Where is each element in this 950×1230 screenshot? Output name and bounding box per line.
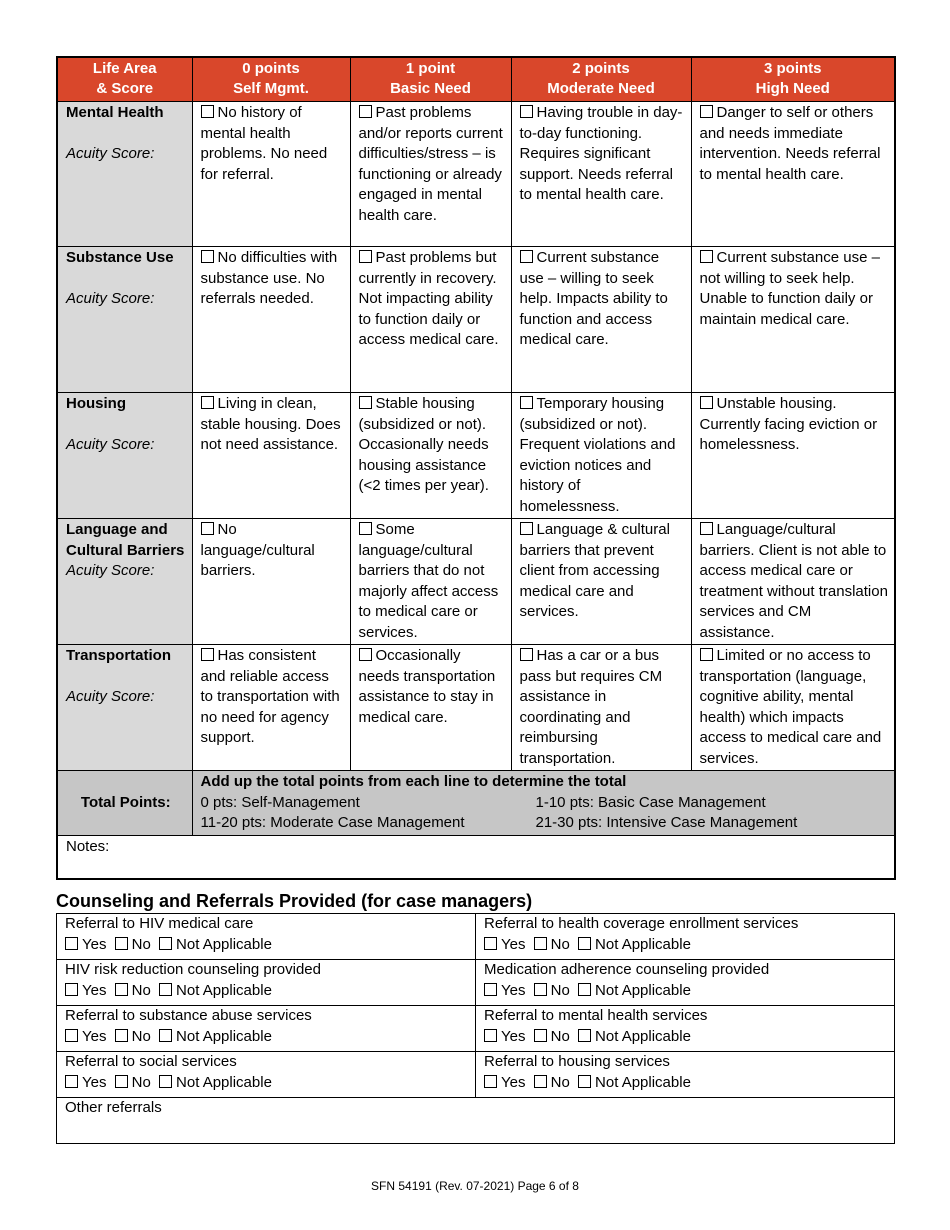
referral-label: Medication adherence counseling provided — [484, 961, 770, 978]
level-1-cell: Past problems and/or reports current difficulties/stress – is functioning or already engaged in mental health care. — [350, 102, 511, 247]
referral-item — [476, 1052, 895, 1098]
level-checkbox[interactable] — [700, 396, 713, 409]
referral-label: Referral to substance abuse services — [65, 1007, 312, 1024]
total-points-label: Total Points: — [57, 771, 192, 836]
referral-item — [57, 1052, 476, 1098]
referral-row — [57, 1006, 895, 1052]
level-1-cell: Past problems but currently in recovery. Not impacting ability to function daily or access medical care. — [350, 247, 511, 393]
level-checkbox[interactable] — [201, 396, 214, 409]
level-checkbox[interactable] — [359, 648, 372, 661]
no-label: No — [550, 981, 570, 999]
level-checkbox[interactable] — [201, 522, 214, 535]
level-2-cell: Temporary housing (subsidized or not). Frequent violations and eviction notices and history of homelessness. — [511, 393, 691, 519]
level-checkbox[interactable] — [520, 396, 533, 409]
header-3-points: 3 points High Need — [691, 57, 895, 102]
referral-item — [476, 1006, 895, 1052]
life-area-cell — [57, 645, 192, 771]
level-checkbox[interactable] — [201, 105, 214, 118]
no-label: No — [131, 935, 151, 953]
row-substance-use — [57, 247, 895, 393]
level-checkbox[interactable] — [520, 105, 533, 118]
acuity-score-label: Acuity Score: — [66, 436, 155, 453]
range-basic: 1-10 pts: Basic Case Management — [535, 793, 766, 811]
life-area-name: Language and Cultural Barriers — [66, 521, 185, 559]
not-applicable-label: Not Applicable — [176, 1027, 272, 1045]
level-0-cell: No history of mental health problems. No need for referral. — [192, 102, 350, 247]
level-checkbox[interactable] — [520, 522, 533, 535]
level-checkbox[interactable] — [359, 105, 372, 118]
yes-label: Yes — [82, 935, 107, 953]
no-label: No — [550, 935, 570, 953]
level-checkbox[interactable] — [520, 648, 533, 661]
level-checkbox[interactable] — [700, 105, 713, 118]
yes-label: Yes — [82, 981, 107, 999]
no-checkbox[interactable] — [534, 983, 547, 996]
level-checkbox[interactable] — [700, 250, 713, 263]
not-applicable-checkbox[interactable] — [578, 983, 591, 996]
acuity-score-label: Acuity Score: — [66, 145, 155, 162]
yes-checkbox[interactable] — [484, 937, 497, 950]
life-area-cell — [57, 247, 192, 393]
yes-label: Yes — [501, 1073, 526, 1091]
life-area-cell — [57, 102, 192, 247]
referral-label: Referral to health coverage enrollment services — [484, 915, 799, 932]
notes-row — [57, 835, 895, 879]
referral-label: Referral to mental health services — [484, 1007, 708, 1024]
life-area-name: Mental Health — [66, 104, 164, 121]
no-checkbox[interactable] — [534, 1075, 547, 1088]
life-area-cell — [57, 393, 192, 519]
level-2-cell: Having trouble in day-to-day functioning. Requires significant support. Needs referral to mental health care. — [511, 102, 691, 247]
level-3-cell: Language/cultural barriers. Client is not able to access medical care or treatment without translation services and CM assistance. — [691, 519, 895, 645]
referral-label: Referral to HIV medical care — [65, 915, 254, 932]
no-label: No — [550, 1073, 570, 1091]
yes-checkbox[interactable] — [484, 1075, 497, 1088]
level-0-cell: Has consistent and reliable access to transportation with no need for agency support. — [192, 645, 350, 771]
not-applicable-checkbox[interactable] — [159, 983, 172, 996]
not-applicable-label: Not Applicable — [595, 981, 691, 999]
yes-checkbox[interactable] — [65, 1029, 78, 1042]
level-0-cell: No difficulties with substance use. No referrals needed. — [192, 247, 350, 393]
not-applicable-label: Not Applicable — [595, 1027, 691, 1045]
no-checkbox[interactable] — [115, 937, 128, 950]
referral-item — [57, 1006, 476, 1052]
no-checkbox[interactable] — [115, 983, 128, 996]
no-label: No — [550, 1027, 570, 1045]
level-checkbox[interactable] — [201, 250, 214, 263]
not-applicable-label: Not Applicable — [595, 935, 691, 953]
level-1-cell: Stable housing (subsidized or not). Occasionally needs housing assistance (<2 times per year). — [350, 393, 511, 519]
no-checkbox[interactable] — [115, 1029, 128, 1042]
level-2-cell: Current substance use – willing to seek help. Impacts ability to function and access medical care. — [511, 247, 691, 393]
total-ranges — [201, 793, 889, 834]
not-applicable-checkbox[interactable] — [578, 1029, 591, 1042]
level-checkbox[interactable] — [359, 396, 372, 409]
referral-row — [57, 1052, 895, 1098]
level-checkbox[interactable] — [700, 522, 713, 535]
other-referrals-field[interactable] — [57, 1098, 895, 1144]
referrals-table — [56, 913, 895, 1144]
page-footer: SFN 54191 (Rev. 07-2021) Page 6 of 8 — [371, 1179, 579, 1193]
yes-label: Yes — [82, 1073, 107, 1091]
other-referrals-label: Other referrals — [65, 1099, 162, 1116]
no-checkbox[interactable] — [534, 937, 547, 950]
level-1-cell: Occasionally needs transportation assistance to stay in medical care. — [350, 645, 511, 771]
total-points-instruction: Add up the total points from each line to determine the total — [200, 773, 627, 790]
no-label: No — [131, 1073, 151, 1091]
not-applicable-label: Not Applicable — [176, 935, 272, 953]
level-3-cell: Current substance use – not willing to seek help. Unable to function daily or maintain medical care. — [691, 247, 895, 393]
notes-field[interactable] — [57, 835, 895, 879]
range-self-management: 0 pts: Self-Management — [200, 793, 360, 811]
acuity-score-label: Acuity Score: — [66, 290, 155, 307]
referral-item — [476, 914, 895, 960]
level-3-cell: Unstable housing. Currently facing eviction or homelessness. — [691, 393, 895, 519]
no-label: No — [131, 981, 151, 999]
level-checkbox[interactable] — [700, 648, 713, 661]
level-3-cell: Limited or no access to transportation (language, cognitive ability, mental health) which impacts access to medical care and services. — [691, 645, 895, 771]
no-checkbox[interactable] — [115, 1075, 128, 1088]
yes-checkbox[interactable] — [484, 983, 497, 996]
referral-row — [57, 960, 895, 1006]
not-applicable-checkbox[interactable] — [159, 1075, 172, 1088]
not-applicable-label: Not Applicable — [176, 1073, 272, 1091]
referral-row — [57, 914, 895, 960]
yes-label: Yes — [501, 981, 526, 999]
level-3-cell: Danger to self or others and needs immediate intervention. Needs referral to mental health care. — [691, 102, 895, 247]
notes-label: Notes: — [66, 837, 110, 855]
acuity-score-label: Acuity Score: — [66, 562, 155, 579]
row-housing — [57, 393, 895, 519]
life-area-name: Substance Use — [66, 249, 174, 266]
referral-item — [476, 960, 895, 1006]
not-applicable-checkbox[interactable] — [578, 1075, 591, 1088]
row-language-cultural — [57, 519, 895, 645]
range-moderate: 11-20 pts: Moderate Case Management — [200, 814, 465, 831]
yes-checkbox[interactable] — [65, 1075, 78, 1088]
header-life-area: Life Area & Score — [57, 57, 192, 102]
yes-checkbox[interactable] — [484, 1029, 497, 1042]
level-2-cell: Has a car or a bus pass but requires CM assistance in coordinating and reimbursing transportation. — [511, 645, 691, 771]
level-checkbox[interactable] — [520, 250, 533, 263]
yes-label: Yes — [501, 1027, 526, 1045]
yes-checkbox[interactable] — [65, 937, 78, 950]
level-checkbox[interactable] — [359, 250, 372, 263]
level-checkbox[interactable] — [359, 522, 372, 535]
acuity-table — [56, 56, 896, 880]
referrals-title: Counseling and Referrals Provided (for case managers) — [56, 891, 533, 911]
level-0-cell: No language/cultural barriers. — [192, 519, 350, 645]
row-mental-health — [57, 102, 895, 247]
life-area-name: Housing — [66, 395, 126, 412]
referral-item — [57, 914, 476, 960]
header-1-point: 1 point Basic Need — [350, 57, 511, 102]
total-points-info — [192, 771, 895, 836]
header-0-points: 0 points Self Mgmt. — [192, 57, 350, 102]
not-applicable-label: Not Applicable — [595, 1073, 691, 1091]
not-applicable-checkbox[interactable] — [159, 937, 172, 950]
level-0-cell: Living in clean, stable housing. Does not need assistance. — [192, 393, 350, 519]
level-1-cell: Some language/cultural barriers that do not majorly affect access to medical care or services. — [350, 519, 511, 645]
header-2-points: 2 points Moderate Need — [511, 57, 691, 102]
not-applicable-label: Not Applicable — [176, 981, 272, 999]
life-area-name: Transportation — [66, 647, 172, 664]
life-area-cell — [57, 519, 192, 645]
not-applicable-checkbox[interactable] — [159, 1029, 172, 1042]
not-applicable-checkbox[interactable] — [578, 937, 591, 950]
level-2-cell: Language & cultural barriers that prevent client from accessing medical care and services. — [511, 519, 691, 645]
no-checkbox[interactable] — [534, 1029, 547, 1042]
row-transportation — [57, 645, 895, 771]
no-label: No — [131, 1027, 151, 1045]
acuity-score-label: Acuity Score: — [66, 688, 155, 705]
acuity-header-row — [57, 57, 895, 102]
referral-label: Referral to social services — [65, 1053, 237, 1070]
total-points-row — [57, 771, 895, 836]
level-checkbox[interactable] — [201, 648, 214, 661]
yes-label: Yes — [82, 1027, 107, 1045]
yes-checkbox[interactable] — [65, 983, 78, 996]
yes-label: Yes — [501, 935, 526, 953]
referral-label: HIV risk reduction counseling provided — [65, 961, 321, 978]
referral-item — [57, 960, 476, 1006]
other-referrals-row — [57, 1098, 895, 1144]
referral-label: Referral to housing services — [484, 1053, 670, 1070]
range-intensive: 21-30 pts: Intensive Case Management — [535, 814, 798, 831]
